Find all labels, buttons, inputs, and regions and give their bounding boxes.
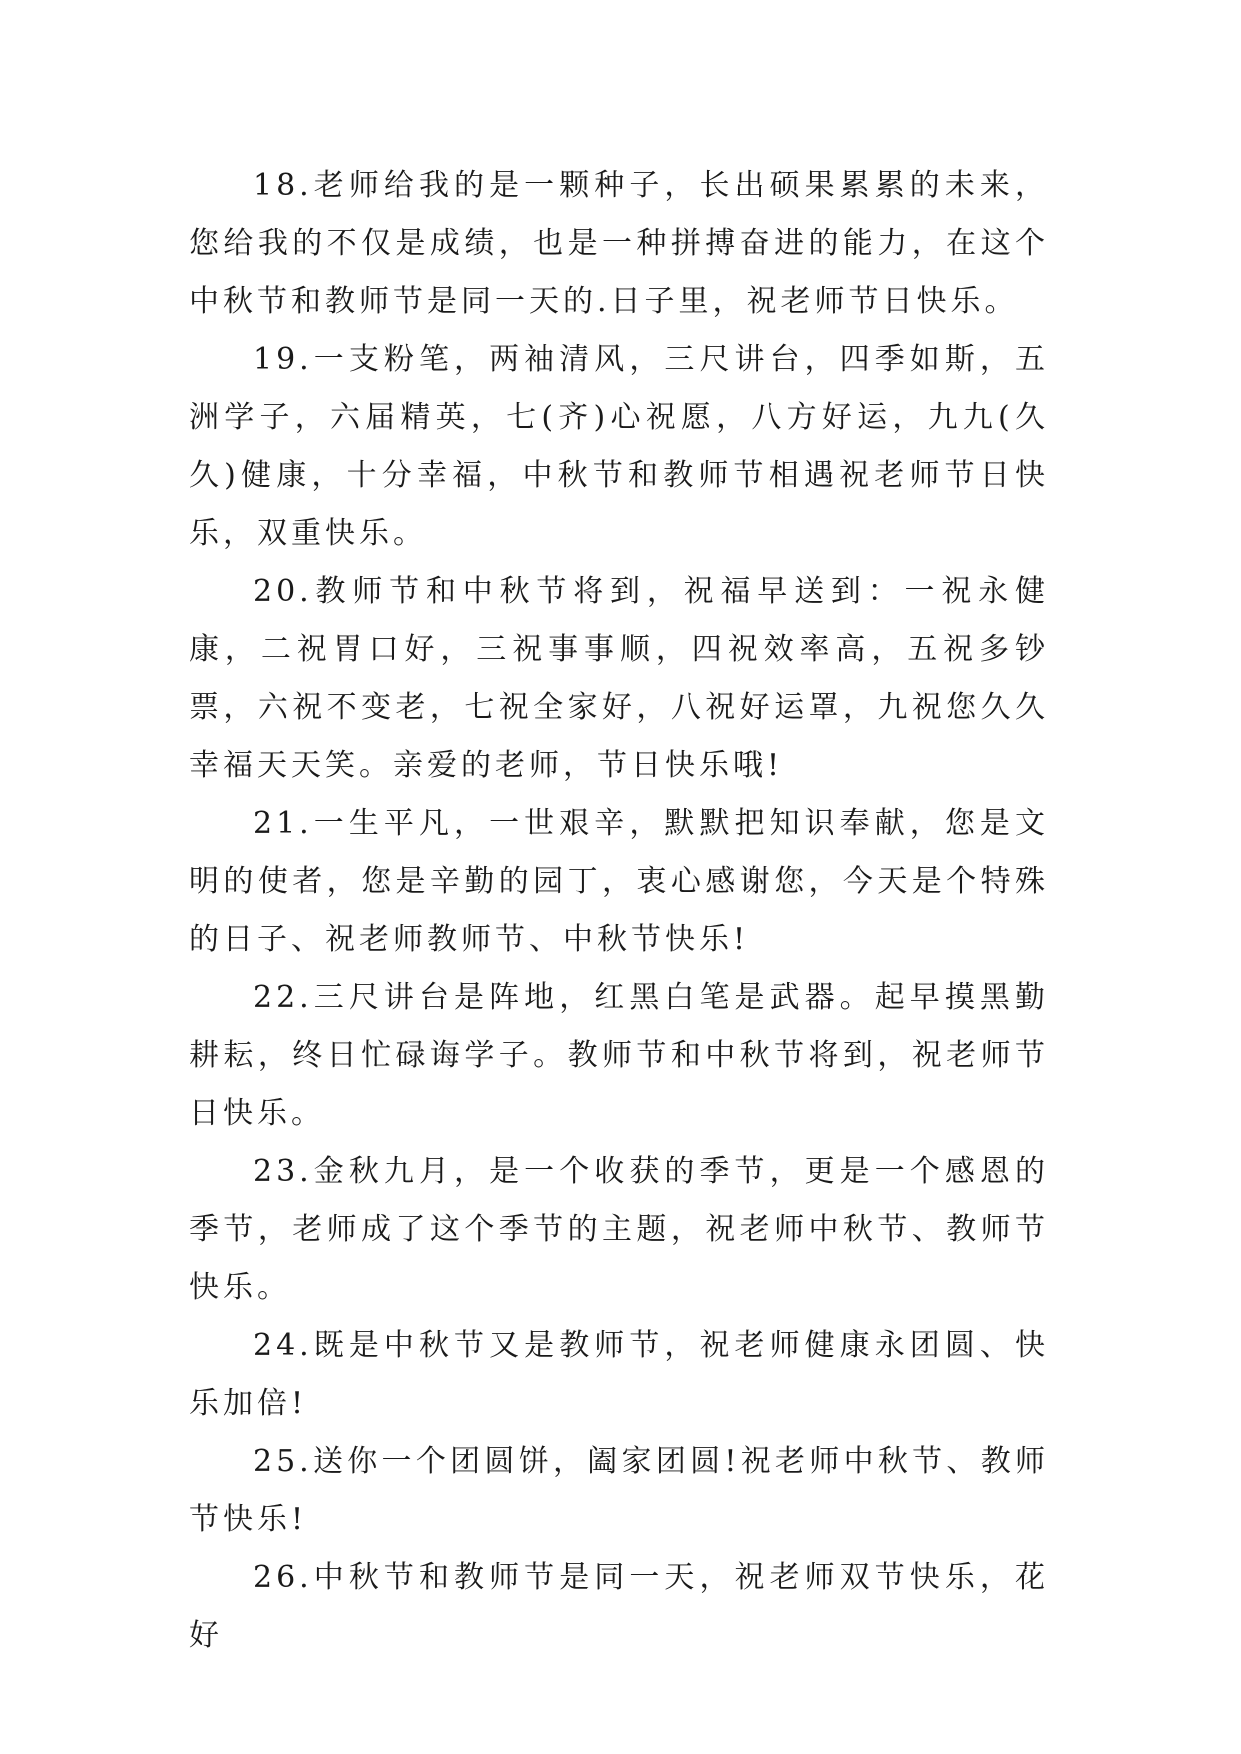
paragraph-21: 21.一生平凡，一世艰辛，默默把知识奉献，您是文明的使者，您是辛勤的园丁，衷心感谢您，今天是个特殊的日子、祝老师教师节、中秋节快乐! [189,806,1049,957]
paragraph-24: 24.既是中秋节又是教师节，祝老师健康永团圆、快乐加倍! [189,1328,1049,1421]
paragraph-19: 19.一支粉笔，两袖清风，三尺讲台，四季如斯，五洲学子，六届精英，七(齐)心祝愿，八方好运，九九(久久)健康，十分幸福，中秋节和教师节相遇祝老师节日快乐，双重快乐。 [189,342,1049,551]
document-body [189,157,1049,1665]
paragraph-26: 26.中秋节和教师节是同一天，祝老师双节快乐，花好 [189,1560,1049,1653]
paragraph-20: 20.教师节和中秋节将到，祝福早送到：一祝永健康，二祝胃口好，三祝事事顺，四祝效率高，五祝多钞票，六祝不变老，七祝全家好，八祝好运罩，九祝您久久幸福天天笑。亲爱的老师，节日快乐哦! [189,574,1049,783]
paragraph-18: 18.老师给我的是一颗种子，长出硕果累累的未来，您给我的不仅是成绩，也是一种拼搏奋进的能力，在这个中秋节和教师节是同一天的.日子里，祝老师节日快乐。 [189,168,1049,319]
paragraph-25: 25.送你一个团圆饼，阖家团圆!祝老师中秋节、教师节快乐! [189,1444,1049,1537]
paragraph-22: 22.三尺讲台是阵地，红黑白笔是武器。起早摸黑勤耕耘，终日忙碌诲学子。教师节和中秋节将到，祝老师节日快乐。 [189,980,1049,1131]
paragraph-23: 23.金秋九月，是一个收获的季节，更是一个感恩的季节，老师成了这个季节的主题，祝老师中秋节、教师节快乐。 [189,1154,1049,1305]
